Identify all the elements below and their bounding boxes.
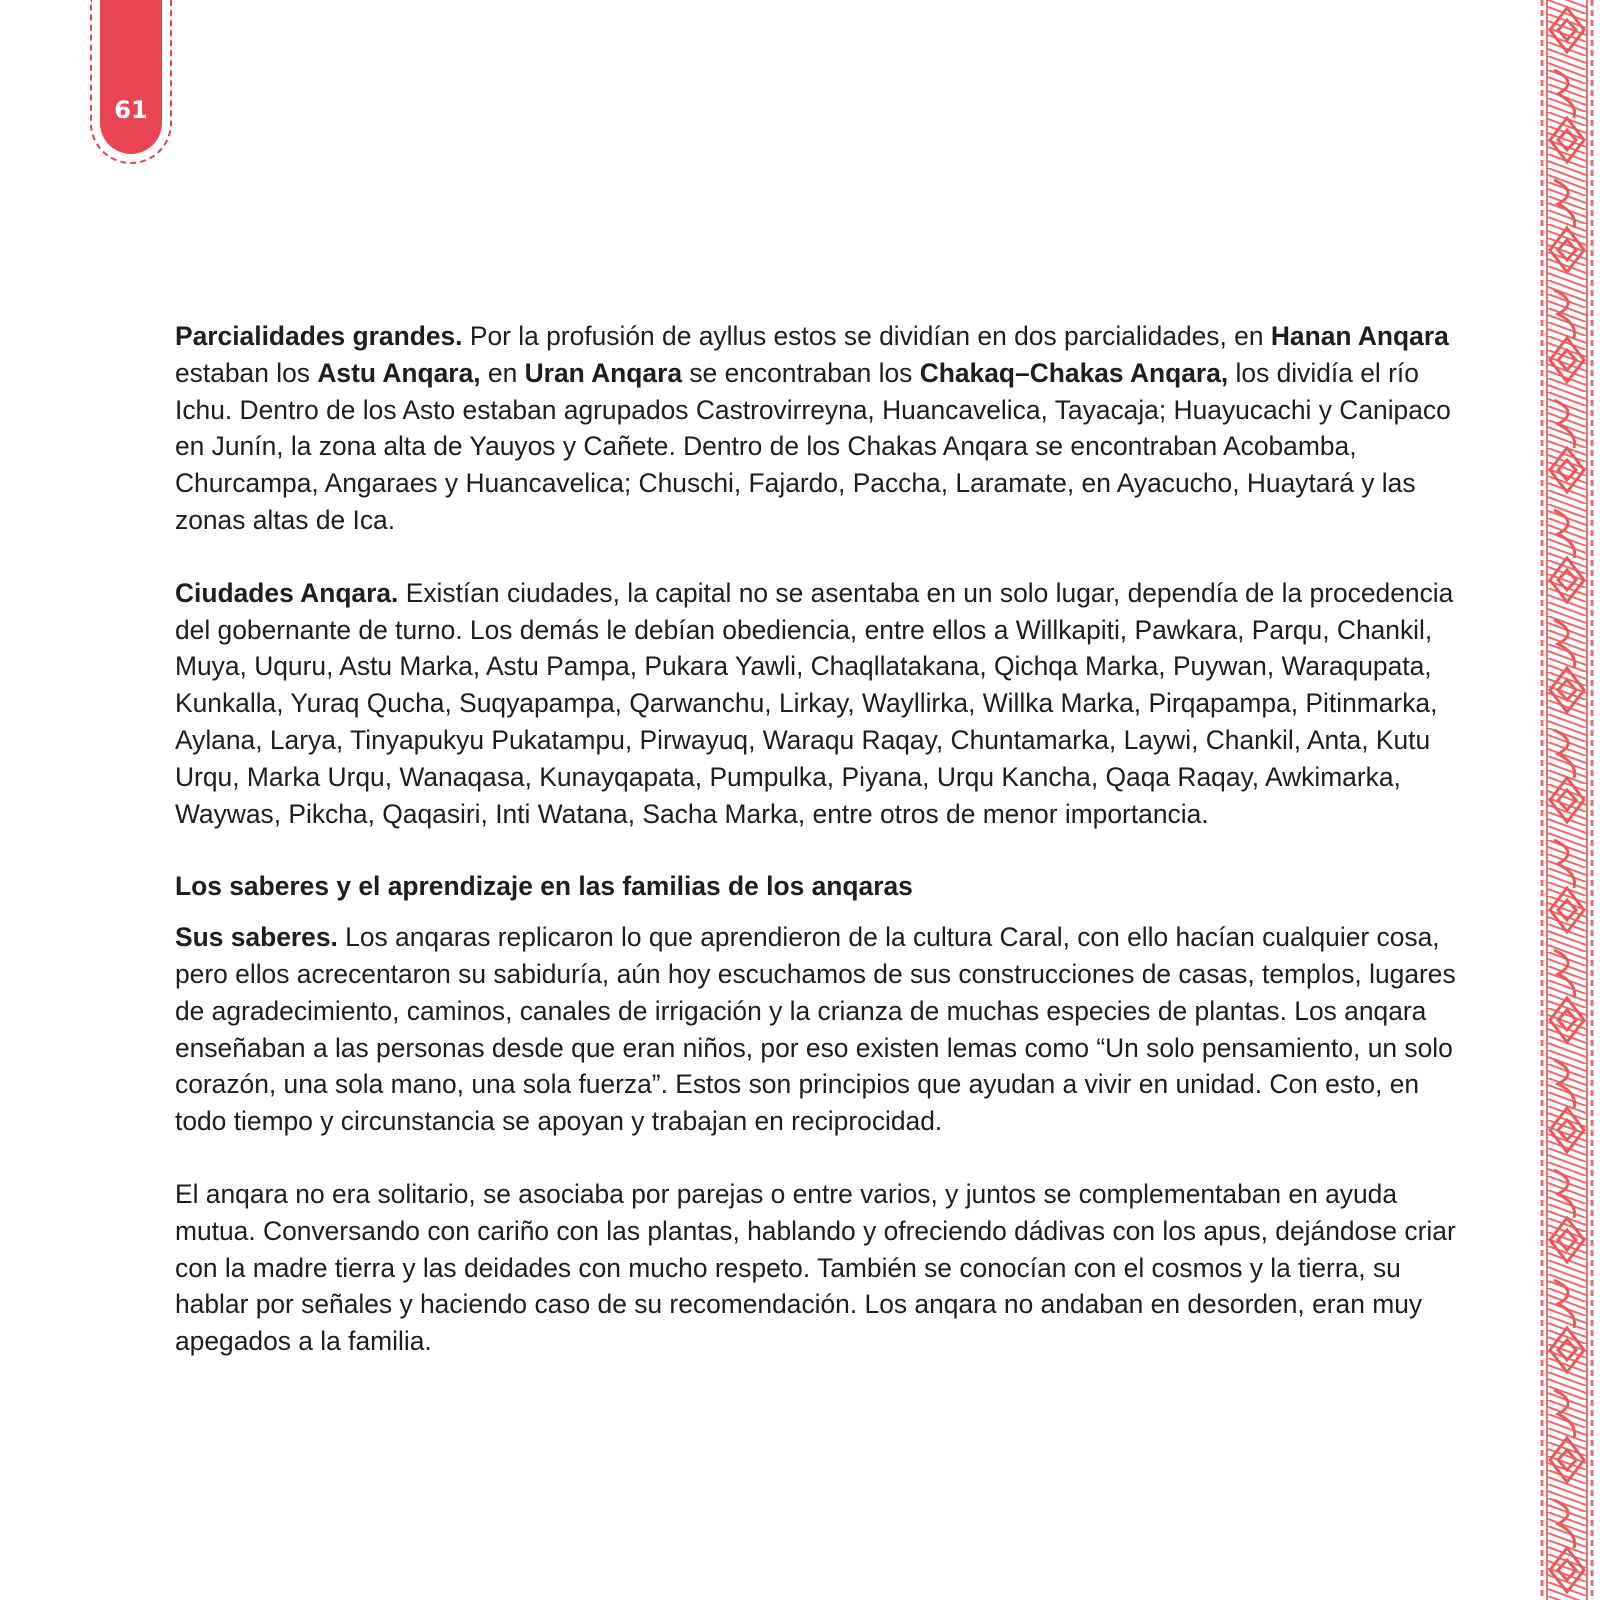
paragraph-text: estaban los <box>175 357 318 388</box>
page-number-badge <box>100 0 162 154</box>
bold-term: Chakaq–Chakas Anqara, <box>919 357 1229 388</box>
section-heading: Los saberes y el aprendizaje en las familias de los anqaras <box>175 871 913 902</box>
page-number-tab <box>90 0 172 164</box>
bold-term: Uran Anqara <box>524 357 683 388</box>
paragraph-text: los dividía el río Ichu. Dentro de los Asto estaban agrupados Castrovirreyna, Huancavelica, Tayacaja; Huayucachi y Canipaco en Junín, la zona alta de Yauyos y Cañete. Dentro de los Chakas Anqara se encontraban Acobamba, Churcampa, Angaraes y Huancavelica; Chuschi, Fajardo, Paccha, Laramate, en Ayacucho, Huaytará y las zonas altas de Ica. <box>175 357 1451 535</box>
bold-term: Parcialidades grandes. <box>175 321 463 351</box>
bold-term: Hanan Anqara <box>1270 321 1449 351</box>
paragraph-anqara <box>175 1176 1475 1360</box>
paragraph-text: se encontraban los <box>682 357 920 388</box>
paragraph-text: El anqara no era solitario, se asociaba por parejas o entre varios, y juntos se complementaban en ayuda mutua. Conversando con cariño con las plantas, hablando y ofreciendo dádivas con los apus, dejándose criar con la madre tierra y las deidades con mucho respeto. También se conocían con el cosmos y la tierra, su hablar por señales y haciendo caso de su recomendación. Los anqara no andaban en desorden, eran muy apegados a la familia. <box>175 1178 1456 1357</box>
paragraph-ciudades <box>175 575 1475 833</box>
page-number: 61 <box>114 96 148 124</box>
decorative-border-pattern <box>1534 0 1600 1600</box>
paragraph-saberes <box>175 919 1475 1140</box>
bold-term: Ciudades Anqara. <box>175 577 399 608</box>
paragraph-text: Existían ciudades, la capital no se asentaba en un solo lugar, dependía de la procedencia del gobernante de turno. Los demás le debían obediencia, entre ellos a Willkapiti, Pawkara, Parqu, Chankil, Muya, Uquru, Astu Marka, Astu Pampa, Pukara Yawli, Chaqllatakana, Qichqa Marka, Puywan, Waraqupata, Kunkalla, Yuraq Qucha, Suqyapampa, Qarwanchu, Lirkay, Wayllirka, Willka Marka, Pirqapampa, Pitinmarka, Aylana, Larya, Tinyapukyu Pukatampu, Pirwayuq, Waraqu Raqay, Chuntamarka, Laywi, Chankil, Anta, Kutu Urqu, Marka Urqu, Wanaqasa, Kunayqapata, Pumpulka, Piyana, Urqu Kancha, Qaqa Raqay, Awkimarka, Waywas, Pikcha, Qaqasiri, Inti Watana, Sacha Marka, entre otros de menor importancia. <box>175 577 1454 829</box>
bold-term: Sus saberes. <box>175 922 338 953</box>
paragraph-text: en <box>480 357 525 388</box>
bold-term: Astu Anqara, <box>317 357 481 388</box>
paragraph-text: Los anqaras replicaron lo que aprendieron de la cultura Caral, con ello hacían cualquier cosa, pero ellos acrecentaron su sabiduría, aún hoy escuchamos de sus construcciones de casas, templos, lugares de agradecimiento, caminos, canales de irrigación y la crianza de muchas especies de plantas. Los anqara enseñaban a las personas desde que eran niños, por eso existen lemas como “Un solo pensamiento, un solo corazón, una sola mano, una sola fuerza”. Estos son principios que ayudan a vivir en unidad. Con esto, en todo tiempo y circunstancia se apoyan y trabajan en reciprocidad. <box>175 922 1456 1137</box>
page-body <box>175 318 1475 1360</box>
paragraph-parcialidades <box>175 318 1475 539</box>
paragraph-text: Por la profusión de ayllus estos se dividían en dos parcialidades, en <box>462 321 1271 351</box>
